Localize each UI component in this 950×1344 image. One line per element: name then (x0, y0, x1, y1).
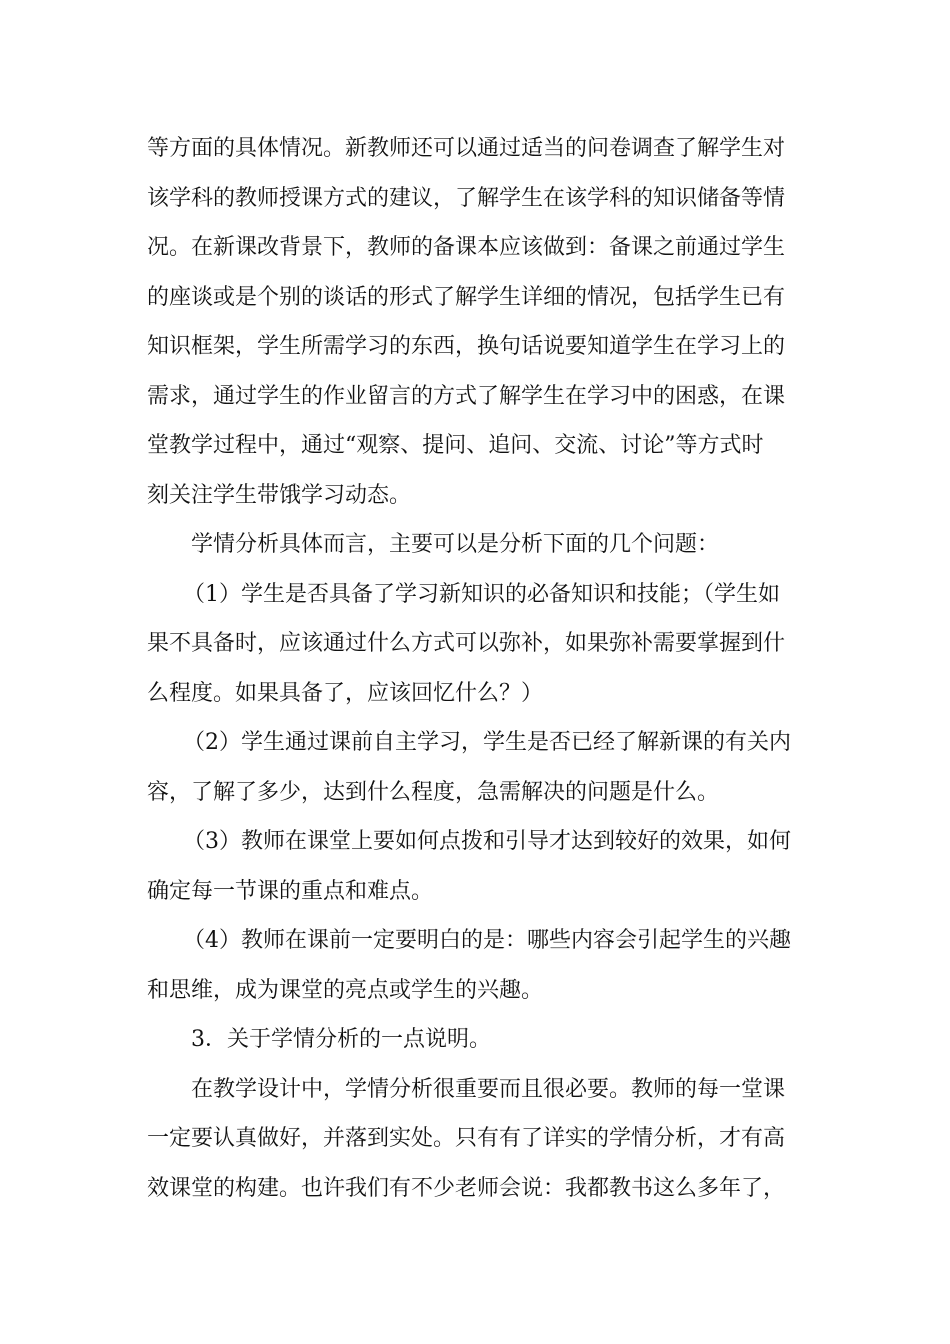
text-line: 堂教学过程中，通过“观察、提问、追问、交流、讨论”等方式时 (147, 433, 764, 458)
text-line: 么程度。如果具备了，应该回忆什么？） (147, 680, 544, 706)
text-line: 和思维，成为课堂的亮点或学生的兴趣。 (147, 977, 544, 1003)
text-line: 效课堂的构建。也许我们有不少老师会说：我都教书这么多年了， (147, 1175, 786, 1201)
text-line: 容，了解了多少，达到什么程度，急需解决的问题是什么。 (147, 779, 720, 805)
text-line: 果不具备时，应该通过什么方式可以弥补，如果弥补需要掌握到什 (147, 631, 786, 656)
list-item-1-start: （1）学生是否具备了学习新知识的必备知识和技能；（学生如 (183, 581, 780, 607)
text-line: 刻关注学生带饿学习动态。 (147, 482, 412, 508)
text-line: 确定每一节课的重点和难点。 (147, 878, 434, 904)
list-item-4-start: （4）教师在课前一定要明白的是：哪些内容会引起学生的兴趣 (183, 928, 791, 953)
text-line: 需求，通过学生的作业留言的方式了解学生在学习中的困惑，在课 (147, 383, 786, 409)
text-line: 等方面的具体情况。新教师还可以通过适当的问卷调查了解学生对 (147, 136, 786, 161)
text-line: 该学科的教师授课方式的建议，了解学生在该学科的知识储备等情 (147, 185, 786, 211)
text-line: 知识框架，学生所需学习的东西，换句话说要知道学生在学习上的 (147, 334, 786, 359)
text-line: 一定要认真做好，并落到实处。只有有了详实的学情分析，才有高 (147, 1126, 786, 1151)
paragraph-start: 学情分析具体而言，主要可以是分析下面的几个问题： (191, 532, 720, 557)
text-line: 的座谈或是个别的谈话的形式了解学生详细的情况，包括学生已有 (147, 284, 786, 310)
paragraph-start: 在教学设计中，学情分析很重要而且很必要。教师的每一堂课 (191, 1076, 786, 1102)
list-item-3-start: （3）教师在课堂上要如何点拨和引导才达到较好的效果，如何 (183, 829, 791, 854)
document-body (147, 124, 807, 1213)
text-line: 况。在新课改背景下，教师的备课本应该做到：备课之前通过学生 (147, 235, 786, 260)
section-heading: 3．关于学情分析的一点说明。 (191, 1027, 491, 1052)
list-item-2-start: （2）学生通过课前自主学习，学生是否已经了解新课的有关内 (183, 730, 791, 755)
